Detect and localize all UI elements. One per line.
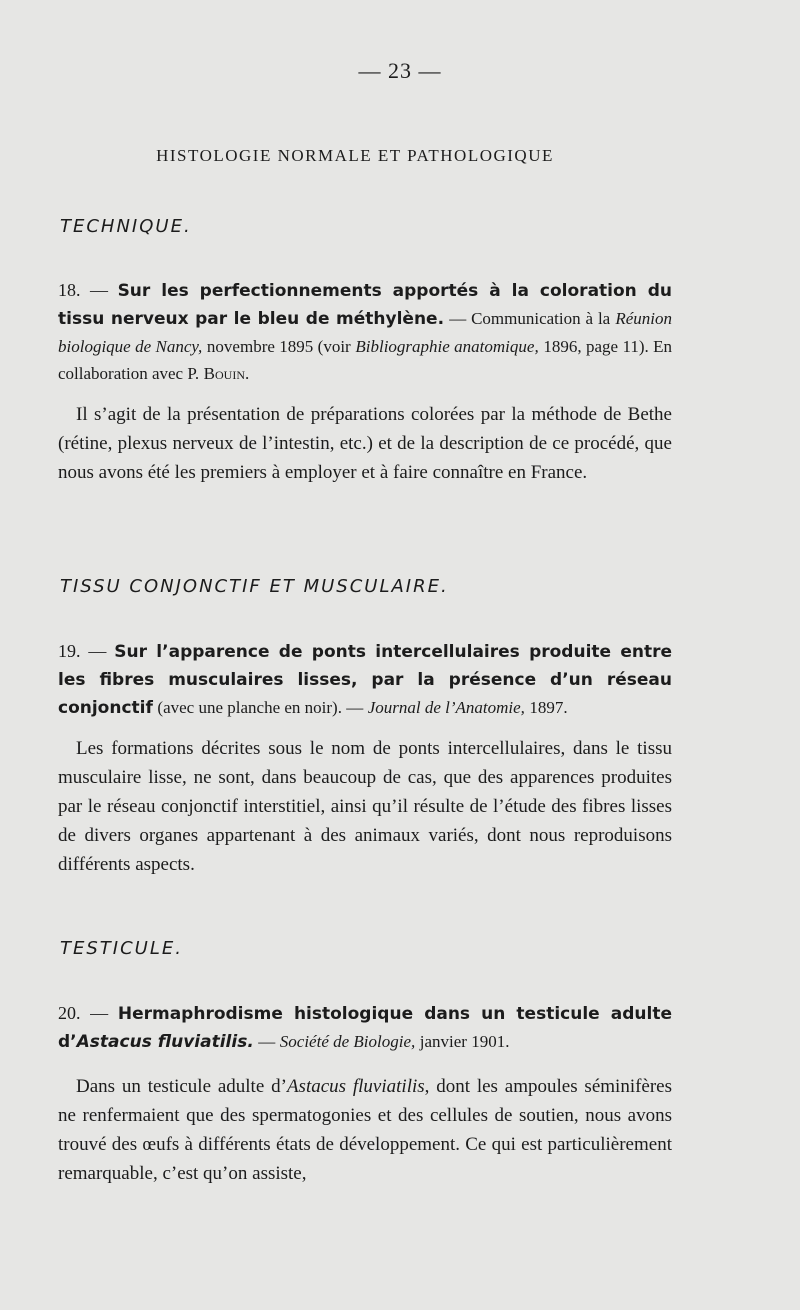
entry-18: 18. — Sur les perfectionnements apportés à la coloration du tissu nerveux par le bleu de méthylène. — Communication à la Réunion biologique de Nancy, novembre 1895 (voir Bibliographie anatomique, 1896, page 11). En collaboration avec P. Bouin. xyxy=(58,280,673,383)
entry-number: 20. — xyxy=(58,1003,109,1023)
paragraph-18: Il s’agit de la présentation de préparations colorées par la méthode de Bethe (rétine, plexus nerveux de l’intestin, etc.) et de la description de ce procédé, que nous avons été les premiers à employer et à faire connaître en France. xyxy=(58,404,672,483)
author-name: Bouin xyxy=(203,364,245,383)
page-number: — 23 — xyxy=(358,58,442,83)
entry-title: Hermaphrodisme histologique dans un testicule adulte d’ xyxy=(58,1004,673,1052)
entry-19: 19. — Sur l’apparence de ponts intercellulaires produite entre les fibres musculaires lisses, par la présence d’un réseau conjonctif (avec une planche en noir). — Journal de l’Anatomie, 1897. xyxy=(58,641,673,718)
section-heading-tissu-conjonctif: TISSU CONJONCTIF ET MUSCULAIRE. xyxy=(60,576,449,597)
species-name: Astacus fluviatilis. xyxy=(76,1032,254,1052)
section-heading-technique: TECHNIQUE. xyxy=(60,216,192,237)
section-heading-testicule: TESTICULE. xyxy=(60,938,183,959)
page-title: HISTOLOGIE NORMALE ET PATHOLOGIQUE xyxy=(156,146,554,165)
paragraph-20: Dans un testicule adulte d’Astacus fluviatilis, dont les ampoules séminifères ne renfermaient que des spermatogonies et des cellules de soutien, nous avons trouvé des œufs à différents états de développement. Ce qui est particulièrement remarquable, c’est qu’on assiste, xyxy=(58,1076,673,1184)
entry-title: Sur les perfectionnements apportés à la coloration du tissu nerveux par le bleu de méthylène. xyxy=(58,281,672,329)
entry-20: 20. — Hermaphrodisme histologique dans un testicule adulte d’Astacus fluviatilis. — Société de Biologie, janvier 1901. xyxy=(58,1003,673,1052)
entry-title: Sur l’apparence de ponts intercellulaires produite entre les fibres musculaires lisses, par la présence d’un réseau conjonctif xyxy=(58,642,673,718)
paragraph-19: Les formations décrites sous le nom de ponts intercellulaires, dans le tissu musculaire lisse, ne sont, dans beaucoup de cas, que des apparences produites par le réseau conjonctif interstitiel, ainsi qu’il résulte de l’étude des fibres lisses de divers organes appartenant à des animaux variés, dont nous reproduisons différents aspects. xyxy=(58,738,672,875)
species-name: Astacus fluviatilis xyxy=(286,1076,425,1097)
entry-number: 19. — xyxy=(58,641,107,661)
entry-number: 18. — xyxy=(58,280,109,300)
